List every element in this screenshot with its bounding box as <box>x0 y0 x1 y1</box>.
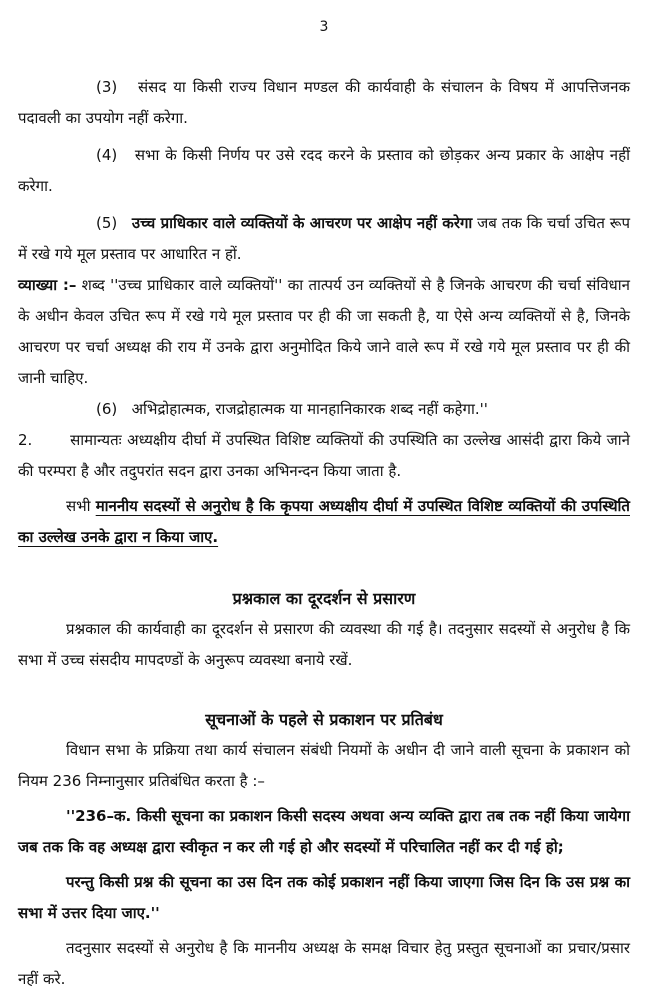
clause-5-rest: जब तक कि चर्चा उचित रूप में रखे गये मूल प्रस्ताव पर आधारित न हों. <box>18 214 630 263</box>
notice-intro: विधान सभा के प्रक्रिया तथा कार्य संचालन संबंधी नियमों के अधीन दी जाने वाली सूचना के प्रकाशन को नियम 236 निम्नानुसार प्रतिबंधित करता है :– <box>18 741 630 790</box>
explanation <box>18 270 630 394</box>
tv-text: प्रश्नकाल की कार्यवाही का दूरदर्शन से प्रसारण की व्यवस्था की गई है। तदनुसार सदस्यों से अनुरोध है कि सभा में उच्च संसदीय मापदण्डों के अनुरूप व्यवस्था बनाये रखें. <box>18 620 630 669</box>
clause-5 <box>18 208 630 270</box>
clause-4 <box>18 140 630 202</box>
clause-6 <box>18 394 630 425</box>
clause-4-text: सभा के किसी निर्णय पर उसे रदद करने के प्रस्ताव को छोड़कर अन्य प्रकार के आक्षेप नहीं करेगा. <box>18 146 630 195</box>
clause-6-text: अभिद्रोहात्मक, राजद्रोहात्मक या मानहानिकारक शब्द नहीं कहेगा.'' <box>131 400 488 418</box>
section-2-text: सामान्यतः अध्यक्षीय दीर्घा में उपस्थित विशिष्ट व्यक्तियों की उपस्थिति का उल्लेख आसंदी द्वारा किये जाने की परम्परा है और तदुपरांत सदन द्वारा उनका अभिनन्दन किया जाता है. <box>18 431 630 480</box>
notice-closing: तदनुसार सदस्यों से अनुरोध है कि माननीय अध्यक्ष के समक्ष विचार हेतु प्रस्तुत सूचनाओं का प्रचार/प्रसार नहीं करे. <box>18 939 630 988</box>
document-body <box>18 72 630 995</box>
tv-heading: प्रश्नकाल का दूरदर्शन से प्रसारण <box>232 589 416 608</box>
section-2-request <box>18 491 630 553</box>
section-2-request-bold: माननीय सदस्यों से अनुरोध है कि कृपया अध्यक्षीय दीर्घा में उपस्थित विशिष्ट व्यक्तियों की उपस्थिति का उल्लेख उनके द्वारा न किया जाए. <box>18 497 630 546</box>
clause-4-number: (4) <box>96 146 118 164</box>
clause-5-number: (5) <box>96 214 118 232</box>
rule-236-proviso: परन्तु किसी प्रश्न की सूचना का उस दिन तक कोई प्रकाशन नहीं किया जाएगा जिस दिन कि उस प्रश्न का सभा में उत्तर दिया जाए.'' <box>18 873 630 922</box>
clause-5-bold: उच्च प्राधिकार वाले व्यक्तियों के आचरण पर आक्षेप नहीं करेगा <box>131 214 473 232</box>
clause-3-number: (3) <box>96 78 118 96</box>
clause-6-number: (6) <box>96 400 118 418</box>
page-number: 3 <box>319 19 329 35</box>
explanation-label: व्याख्या :– <box>18 276 77 294</box>
section-2 <box>18 425 630 487</box>
clause-3 <box>18 72 630 134</box>
clause-3-text: संसद या किसी राज्य विधान मण्डल की कार्यवाही के संचालन के विषय में आपत्तिजनक पदावली का उपयोग नहीं करेगा. <box>18 78 630 127</box>
section-2-number: 2. <box>18 431 33 449</box>
section-2-request-lead: सभी <box>66 497 96 515</box>
rule-236-quote: ''236–क. किसी सूचना का प्रकाशन किसी सदस्य अथवा अन्य व्यक्ति द्वारा तब तक नहीं किया जायेगा जब तक कि वह अध्यक्ष द्वारा स्वीकृत न कर ली गई हो और सदस्यों में परिचालित नहीं कर दी गई हो; <box>18 807 630 856</box>
notice-heading: सूचनाओं के पहले से प्रकाशन पर प्रतिबंध <box>205 710 443 729</box>
explanation-text: शब्द ''उच्च प्राधिकार वाले व्यक्तियों'' का तात्पर्य उन व्यक्तियों से है जिनके आचरण की चर्चा संविधान के अधीन केवल उचित रूप में रखे गये मूल प्रस्ताव पर ही की जा सकती है, या ऐसे अन्य व्यक्तियों से है, जिनके आचरण पर चर्चा अध्यक्ष की राय में उनके द्वारा अनुमोदित किये जाने वाले रूप में रखे गये मूल प्रस्ताव पर ही की जानी चाहिए. <box>18 276 630 387</box>
